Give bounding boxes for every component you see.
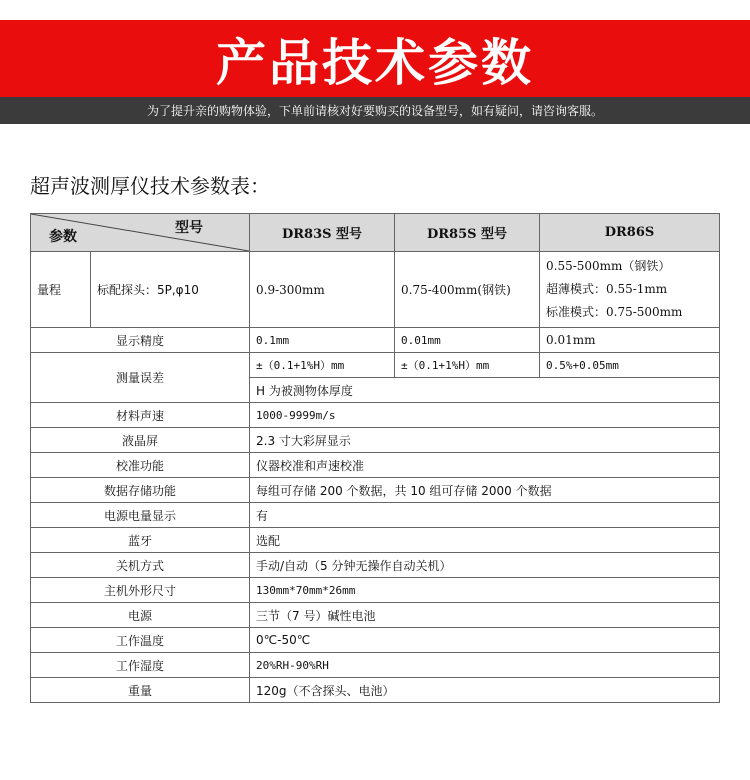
range-dr86s xyxy=(540,252,720,328)
error-dr83s: ±（0.1+1%H）mm xyxy=(250,353,395,378)
precision-label: 显示精度 xyxy=(31,328,250,353)
param-header-label: 参数 xyxy=(49,229,77,245)
spec-value: 手动/自动（5 分钟无操作自动关机） xyxy=(250,553,720,578)
table-row xyxy=(31,478,720,503)
table-header-row xyxy=(31,214,720,252)
range-dr86s-line: 标准模式：0.75-500mm xyxy=(546,305,683,319)
model-header-label: 型号 xyxy=(175,220,203,236)
spec-label: 液晶屏 xyxy=(31,428,250,453)
spec-label: 工作湿度 xyxy=(31,653,250,678)
spec-value: 2.3 寸大彩屏显示 xyxy=(250,428,720,453)
range-probe: 标配探头：5P,φ10 xyxy=(91,252,250,328)
table-row xyxy=(31,653,720,678)
spec-value: 1000-9999m/s xyxy=(250,403,720,428)
table-row xyxy=(31,578,720,603)
table-row xyxy=(31,678,720,703)
spec-label: 电源电量显示 xyxy=(31,503,250,528)
table-row xyxy=(31,403,720,428)
error-dr85s: ±（0.1+1%H）mm xyxy=(395,353,540,378)
spec-value: 0℃-50℃ xyxy=(250,628,720,653)
range-dr86s-line: 0.55-500mm（钢铁） xyxy=(546,259,671,273)
spec-table-wrapper xyxy=(30,213,720,703)
table-row xyxy=(31,628,720,653)
table-row xyxy=(31,353,720,378)
model-dr83s-header: DR83S 型号 xyxy=(250,214,395,252)
spec-value: 有 xyxy=(250,503,720,528)
precision-dr83s: 0.1mm xyxy=(250,328,395,353)
spec-value: 仪器校准和声速校准 xyxy=(250,453,720,478)
precision-dr86s: 0.01mm xyxy=(540,328,720,353)
banner-subtitle: 为了提升亲的购物体验，下单前请核对好要购买的设备型号，如有疑问，请咨询客服。 xyxy=(0,97,750,124)
error-note: H 为被测物体厚度 xyxy=(250,378,720,403)
spec-label: 工作温度 xyxy=(31,628,250,653)
range-dr85s: 0.75-400mm(钢铁) xyxy=(395,252,540,328)
spec-label: 关机方式 xyxy=(31,553,250,578)
table-row xyxy=(31,553,720,578)
spec-label: 蓝牙 xyxy=(31,528,250,553)
model-dr86s-header: DR86S xyxy=(540,214,720,252)
spec-label: 数据存储功能 xyxy=(31,478,250,503)
spec-label: 主机外形尺寸 xyxy=(31,578,250,603)
header-banner xyxy=(0,20,750,97)
diagonal-header-cell xyxy=(31,214,250,252)
spec-value: 三节（7 号）碱性电池 xyxy=(250,603,720,628)
table-row xyxy=(31,453,720,478)
table-row xyxy=(31,252,720,328)
spec-label: 校准功能 xyxy=(31,453,250,478)
table-row xyxy=(31,528,720,553)
range-dr83s: 0.9-300mm xyxy=(250,252,395,328)
spec-table xyxy=(30,213,720,703)
range-dr86s-line: 超薄模式：0.55-1mm xyxy=(546,282,668,296)
model-dr85s-header: DR85S 型号 xyxy=(395,214,540,252)
spec-value: 130mm*70mm*26mm xyxy=(250,578,720,603)
table-row xyxy=(31,328,720,353)
spec-value: 选配 xyxy=(250,528,720,553)
range-label: 量程 xyxy=(31,252,91,328)
table-row xyxy=(31,503,720,528)
section-title: 超声波测厚仪技术参数表： xyxy=(30,174,270,198)
spec-label: 电源 xyxy=(31,603,250,628)
banner-title: 产品技术参数 xyxy=(216,33,534,92)
error-dr86s: 0.5%+0.05mm xyxy=(540,353,720,378)
table-row xyxy=(31,603,720,628)
spec-label: 材料声速 xyxy=(31,403,250,428)
spec-value: 120g（不含探头、电池） xyxy=(250,678,720,703)
precision-dr85s: 0.01mm xyxy=(395,328,540,353)
spec-value: 每组可存储 200 个数据，共 10 组可存储 2000 个数据 xyxy=(250,478,720,503)
error-label: 测量误差 xyxy=(31,353,250,403)
table-row xyxy=(31,428,720,453)
spec-value: 20%RH-90%RH xyxy=(250,653,720,678)
spec-label: 重量 xyxy=(31,678,250,703)
